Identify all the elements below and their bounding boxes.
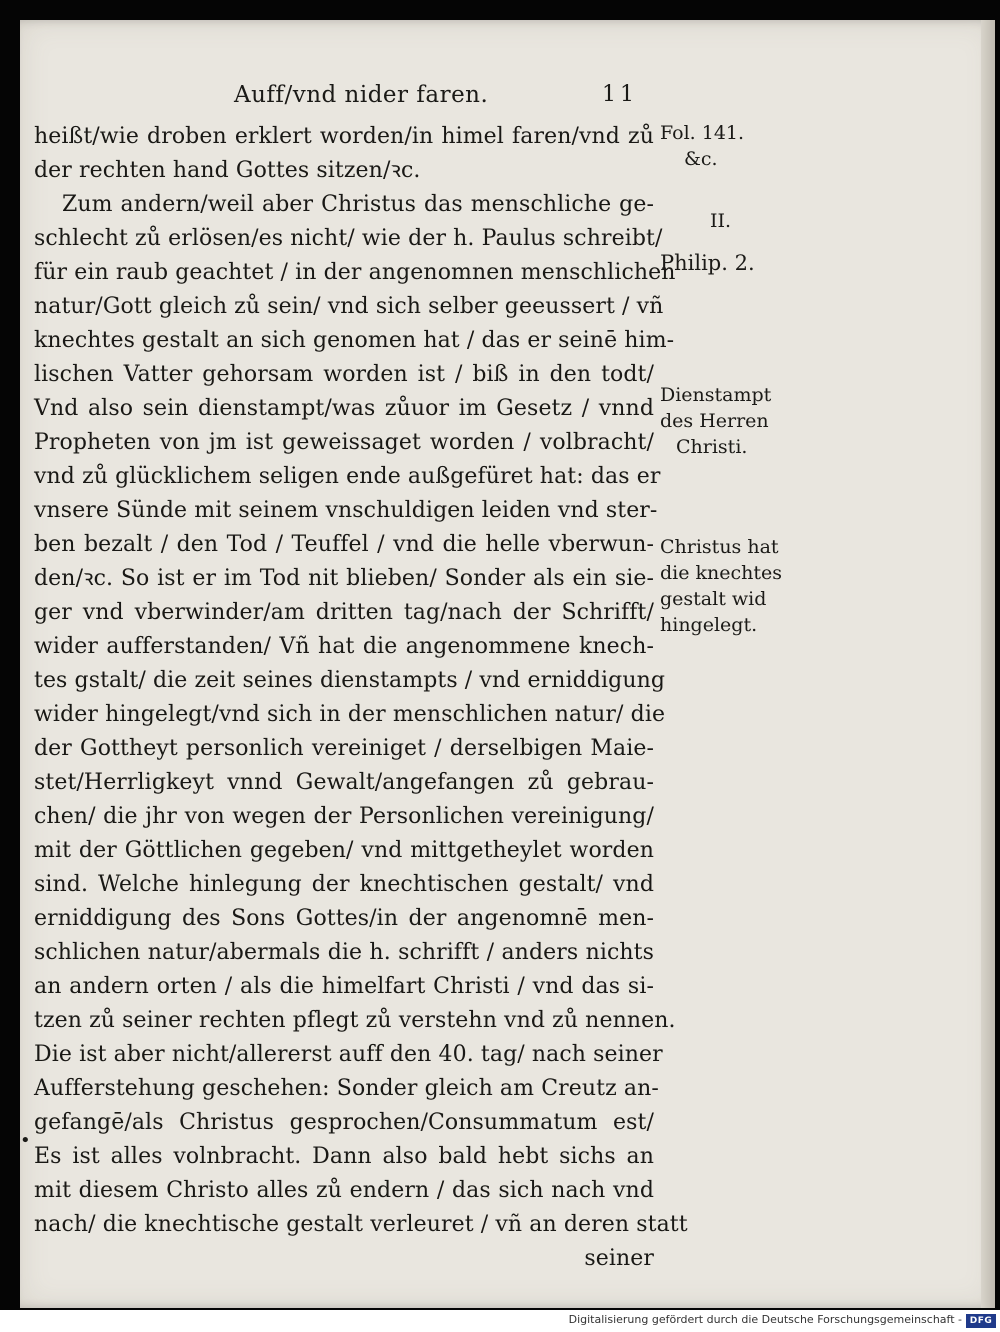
body-line: chen/ die jhr von wegen der Personlichen vereinigung/	[34, 804, 654, 829]
body-line: lischen Vatter gehorsam worden ist / biß in den todt/	[34, 362, 654, 387]
catchword: seiner	[584, 1246, 654, 1271]
body-line: heißt/wie droben erklert worden/in himel faren/vnd zů	[34, 124, 654, 149]
margin-note-line: Christi.	[676, 436, 748, 458]
body-line: Es ist alles volnbracht. Dann also bald hebt sichs an	[34, 1144, 654, 1169]
margin-note-line: gestalt wid	[660, 588, 767, 610]
body-line: mit der Göttlichen gegeben/ vnd mittgetheylet worden	[34, 838, 654, 863]
body-line: Aufferstehung geschehen: Sonder gleich am Creutz an-	[34, 1076, 659, 1101]
margin-note-line: Philip. 2.	[660, 251, 755, 275]
margin-note-line: Christus hat	[660, 536, 779, 558]
margin-note	[660, 382, 771, 460]
body-line: vnd zů glücklichem seligen ende außgefüret hat: das er	[34, 464, 661, 489]
dfg-logo-icon: DFG	[966, 1314, 996, 1328]
body-line: den/ꝛc. So ist er im Tod nit blieben/ Sonder als ein sie-	[34, 566, 654, 591]
body-line: ger vnd vberwinder/am dritten tag/nach der Schrifft/	[34, 600, 654, 625]
body-text	[34, 120, 688, 1276]
margin-dot-mark: •	[20, 1130, 31, 1151]
footer-bar	[0, 1310, 1000, 1332]
body-line: erniddigung des Sons Gottes/in der angenomnē men-	[34, 906, 654, 931]
margin-note-line: &c.	[684, 148, 718, 170]
margin-note-line: die knechtes	[660, 562, 783, 584]
body-line: der Gottheyt personlich vereiniget / derselbigen Maie-	[34, 736, 654, 761]
body-line: der rechten hand Gottes sitzen/ꝛc.	[34, 158, 421, 183]
body-line: knechtes gestalt an sich genomen hat / das er seinē him-	[34, 328, 675, 353]
margin-note-line: hingelegt.	[660, 614, 758, 636]
body-line: nach/ die knechtische gestalt verleuret / vñ an deren statt	[34, 1212, 688, 1237]
body-line: ben bezalt / den Tod / Teuffel / vnd die helle vberwun-	[34, 532, 654, 557]
body-line: an andern orten / als die himelfart Christi / vnd das si-	[34, 974, 654, 999]
body-line: Zum andern/weil aber Christus das menschliche ge-	[62, 192, 654, 217]
margin-note	[660, 250, 755, 276]
body-line: für ein raub geachtet / in der angenomnen menschlichen	[34, 260, 676, 285]
body-line: mit diesem Christo alles zů endern / das sich nach vnd	[34, 1178, 654, 1203]
book-page	[20, 20, 995, 1308]
body-line: sind. Welche hinlegung der knechtischen gestalt/ vnd	[34, 872, 654, 897]
margin-note-line: des Herren	[660, 410, 769, 432]
body-line: schlichen natur/abermals die h. schrifft / anders nichts	[34, 940, 654, 965]
page-edge	[981, 20, 995, 1308]
footer-credit: Digitalisierung gefördert durch die Deutsche Forschungsgemeinschaft -	[568, 1313, 962, 1326]
body-line: wider hingelegt/vnd sich in der menschlichen natur/ die	[34, 702, 666, 727]
body-line: tzen zů seiner rechten pflegt zů verstehn vnd zů nennen.	[34, 1008, 676, 1033]
body-line: wider aufferstanden/ Vñ hat die angenommene knech-	[34, 634, 654, 659]
folio-number: 11	[602, 82, 638, 107]
body-line: tes gstalt/ die zeit seines dienstampts / vnd erniddigung	[34, 668, 666, 693]
margin-note-line: Fol. 141.	[660, 122, 745, 144]
margin-note	[660, 120, 744, 172]
margin-note-line: Dienstampt	[660, 384, 772, 406]
body-line: gefangē/als Christus gesprochen/Consummatum est/	[34, 1110, 654, 1135]
body-line: Propheten von jm ist geweissaget worden / volbracht/	[34, 430, 654, 455]
body-line: schlecht zů erlösen/es nicht/ wie der h. Paulus schreibt/	[34, 226, 663, 251]
margin-note	[660, 208, 731, 234]
running-title: Auff/vnd nider faren.	[234, 82, 489, 108]
running-head	[20, 82, 995, 116]
margin-note	[660, 534, 782, 638]
body-line: vnsere Sünde mit seinem vnschuldigen leiden vnd ster-	[34, 498, 658, 523]
body-line: natur/Gott gleich zů sein/ vnd sich selber geeussert / vñ	[34, 294, 664, 319]
body-line: Vnd also sein dienstampt/was zůuor im Gesetz / vnnd	[34, 396, 654, 421]
body-line: stet/Herrligkeyt vnnd Gewalt/angefangen zů gebrau-	[34, 770, 654, 795]
margin-note-line: II.	[710, 210, 732, 232]
body-line: Die ist aber nicht/allererst auff den 40. tag/ nach seiner	[34, 1042, 663, 1067]
